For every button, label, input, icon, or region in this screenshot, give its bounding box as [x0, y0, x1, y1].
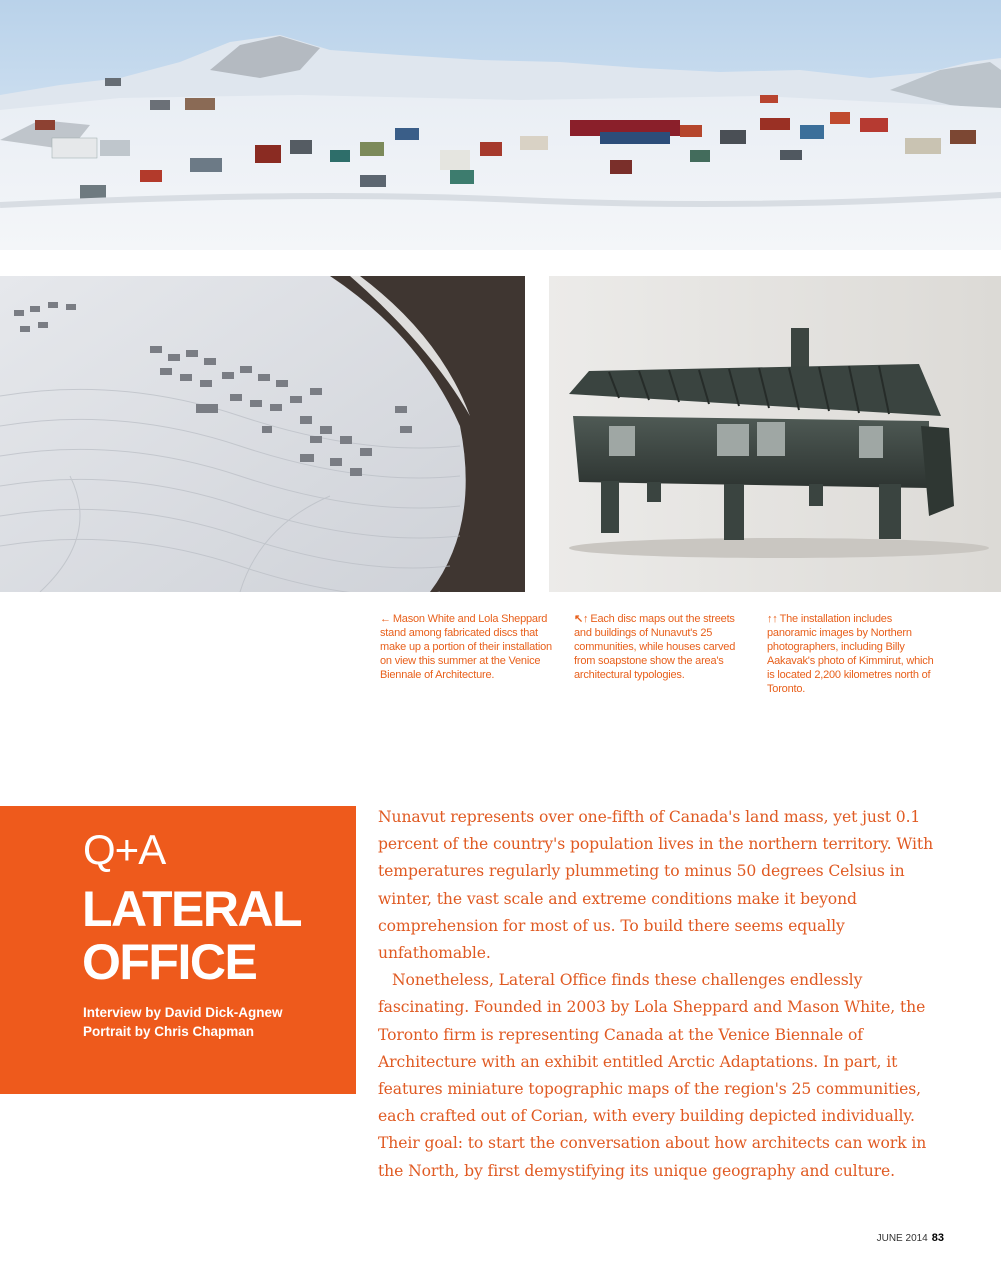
- caption-text: The installation includes panoramic images by Northern photographers, including Billy Aakavak's photo of Kimmirut, which is located 2,200 kilometres north of Toronto.: [767, 613, 934, 695]
- topographic-disc-photo: [0, 276, 525, 592]
- caption-disc-map: [574, 612, 750, 682]
- headline-line: LATERAL: [82, 881, 302, 937]
- panorama-photo: [0, 0, 1001, 250]
- section-label: Q+A: [83, 826, 166, 873]
- caption-text: Mason White and Lola Sheppard stand among fabricated discs that make up a portion of their installation on view this summer at the Venice Biennale of Architecture.: [380, 613, 552, 681]
- issue-date: JUNE 2014: [876, 1233, 928, 1244]
- credits: [83, 1003, 353, 1041]
- portrait-credit: Portrait by Chris Chapman: [83, 1024, 255, 1039]
- arrow-up-icon: ↑↑: [767, 613, 778, 625]
- headline: [82, 883, 352, 989]
- arrow-up-icon: ↖↑: [574, 613, 589, 625]
- soapstone-house-photo: [549, 276, 1001, 592]
- paragraph: Nonetheless, Lateral Office finds these challenges endlessly fascinating. Founded in 2003 by Lola Sheppard and Mason White, the Toronto firm is representing Canada at the Venice Biennale of Architecture with an exhibit entitled Arctic Adaptations. In part, it features miniature topographic maps of the region's 25 communities, each crafted out of Corian, with every building depicted individually. Their goal: to start the conversation about how architects can work in the North, by first demystifying its unique geography and culture.: [378, 971, 927, 1180]
- page-number: 83: [931, 1232, 944, 1244]
- caption-text: Each disc maps out the streets and buildings of Nunavut's 25 communities, while houses carved from soapstone show the area's architectural typologies.: [574, 613, 736, 681]
- caption-portrait: [380, 612, 558, 682]
- page-folio: [877, 1232, 944, 1244]
- headline-line: OFFICE: [82, 934, 257, 990]
- arrow-left-icon: ←: [380, 613, 391, 625]
- article-body: [378, 804, 938, 1185]
- caption-panorama: [767, 612, 939, 696]
- paragraph: Nunavut represents over one-fifth of Canada's land mass, yet just 0.1 percent of the country's population lives in the northern territory. With temperatures regularly plummeting to minus 50 degrees Celsius in winter, the vast scale and extreme conditions make it beyond comprehension for most of us. To build there seems equally unfathomable.: [378, 808, 934, 963]
- interview-credit: Interview by David Dick-Agnew: [83, 1005, 283, 1020]
